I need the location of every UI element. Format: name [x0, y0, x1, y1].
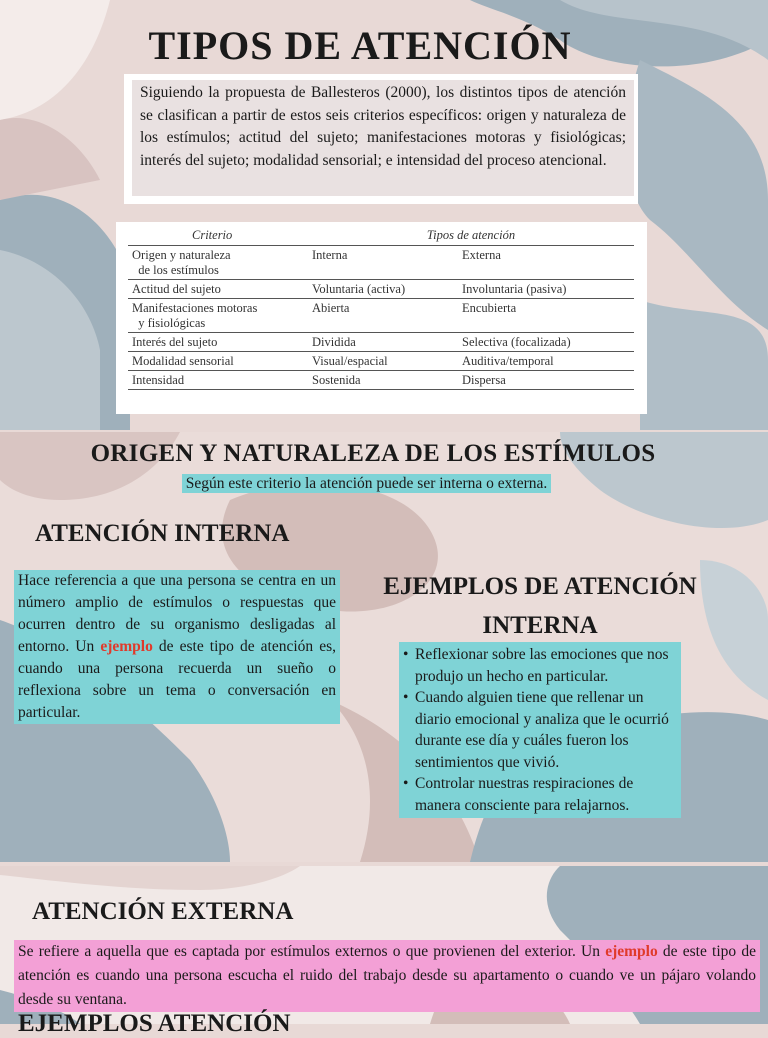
externa-highlight-word: ejemplo — [605, 943, 658, 960]
section-origen-title: ORIGEN Y NATURALEZA DE LOS ESTÍMULOS — [90, 440, 656, 467]
intro-box — [124, 74, 638, 204]
interna-text-before: Hace referencia a que una persona se centra en un número amplio de estímulos o respuestas que ocurren dentro de su organismo desligadas al entorno. Un — [18, 572, 336, 655]
criterio-cell: Origen y naturaleza de los estímulos — [128, 246, 308, 280]
header-criterio: Criterio — [128, 226, 308, 246]
interna-examples-title — [350, 567, 730, 645]
interna-text-after: de este tipo de atención es, cuando una persona recuerda un sueño o reflexiona sobre un tema o conversación en particular. — [18, 638, 336, 721]
tipo-b-cell: Dispersa — [458, 371, 634, 390]
criteria-table — [128, 226, 634, 390]
table-row — [128, 352, 634, 371]
section-origen-subtitle — [0, 475, 733, 493]
tipo-a-cell: Abierta — [308, 299, 458, 333]
externa-examples-title: EJEMPLOS ATENCIÓN — [18, 1010, 291, 1037]
list-item: • Reflexionar sobre las emociones que nos produjo un hecho en particular. — [399, 644, 675, 687]
externa-paragraph — [14, 940, 760, 1012]
tipo-a-cell: Interna — [308, 246, 458, 280]
table-row — [128, 246, 634, 280]
tipo-a-cell: Voluntaria (activa) — [308, 280, 458, 299]
tipo-b-cell: Externa — [458, 246, 634, 280]
tipo-b-cell: Involuntaria (pasiva) — [458, 280, 634, 299]
table-row — [128, 299, 634, 333]
externa-title: ATENCIÓN EXTERNA — [32, 898, 294, 925]
criterio-cell: Manifestaciones motoras y fisiológicas — [128, 299, 308, 333]
tipo-b-cell: Encubierta — [458, 299, 634, 333]
tipo-a-cell: Visual/espacial — [308, 352, 458, 371]
list-item: • Cuando alguien tiene que rellenar un diario emocional y analiza que le ocurrió durante ese día y cuáles fueron los sentimientos que vivió. — [399, 687, 675, 773]
tipo-b-cell: Selectiva (focalizada) — [458, 333, 634, 352]
table-row — [128, 280, 634, 299]
header-tipos: Tipos de atención — [308, 226, 634, 246]
tipo-a-cell: Sostenida — [308, 371, 458, 390]
interna-examples-title-line2: INTERNA — [482, 612, 598, 639]
page-title: TIPOS DE ATENCIÓN — [148, 23, 572, 68]
table-row — [128, 371, 634, 390]
table-row — [128, 333, 634, 352]
criteria-table-card — [116, 222, 647, 414]
interna-paragraph — [14, 570, 340, 724]
tipo-b-cell: Auditiva/temporal — [458, 352, 634, 371]
interna-title: ATENCIÓN INTERNA — [35, 520, 290, 547]
criterio-cell: Modalidad sensorial — [128, 352, 308, 371]
interna-highlight-word: ejemplo — [100, 638, 153, 655]
interna-examples-title-line1: EJEMPLOS DE ATENCIÓN — [383, 573, 697, 600]
externa-text-after: de este tipo de atención es cuando una persona escucha el ruido del trabajo desde su apartamento o cuando ve un pájaro volando desde su ventana. — [18, 943, 756, 1008]
table-header-row — [128, 226, 634, 246]
tipo-a-cell: Dividida — [308, 333, 458, 352]
criterio-cell: Interés del sujeto — [128, 333, 308, 352]
interna-examples-list — [399, 642, 681, 818]
origen-subtitle-text: Según este criterio la atención puede ser interna o externa. — [182, 474, 552, 493]
externa-text-before: Se refiere a aquella que es captada por estímulos externos o que provienen del exterior. Un — [18, 943, 606, 960]
intro-text: Siguiendo la propuesta de Ballesteros (2000), los distintos tipos de atención se clasifican a partir de estos seis criterios específicos: origen y naturaleza de los estímulos; actitud del sujeto; manifestaciones motoras y fisiológicas; interés del sujeto; modalidad sensorial; e intensidad del proceso atencional. — [132, 80, 634, 196]
list-item: • Controlar nuestras respiraciones de manera consciente para relajarnos. — [399, 773, 675, 816]
criterio-cell: Actitud del sujeto — [128, 280, 308, 299]
criterio-cell: Intensidad — [128, 371, 308, 390]
